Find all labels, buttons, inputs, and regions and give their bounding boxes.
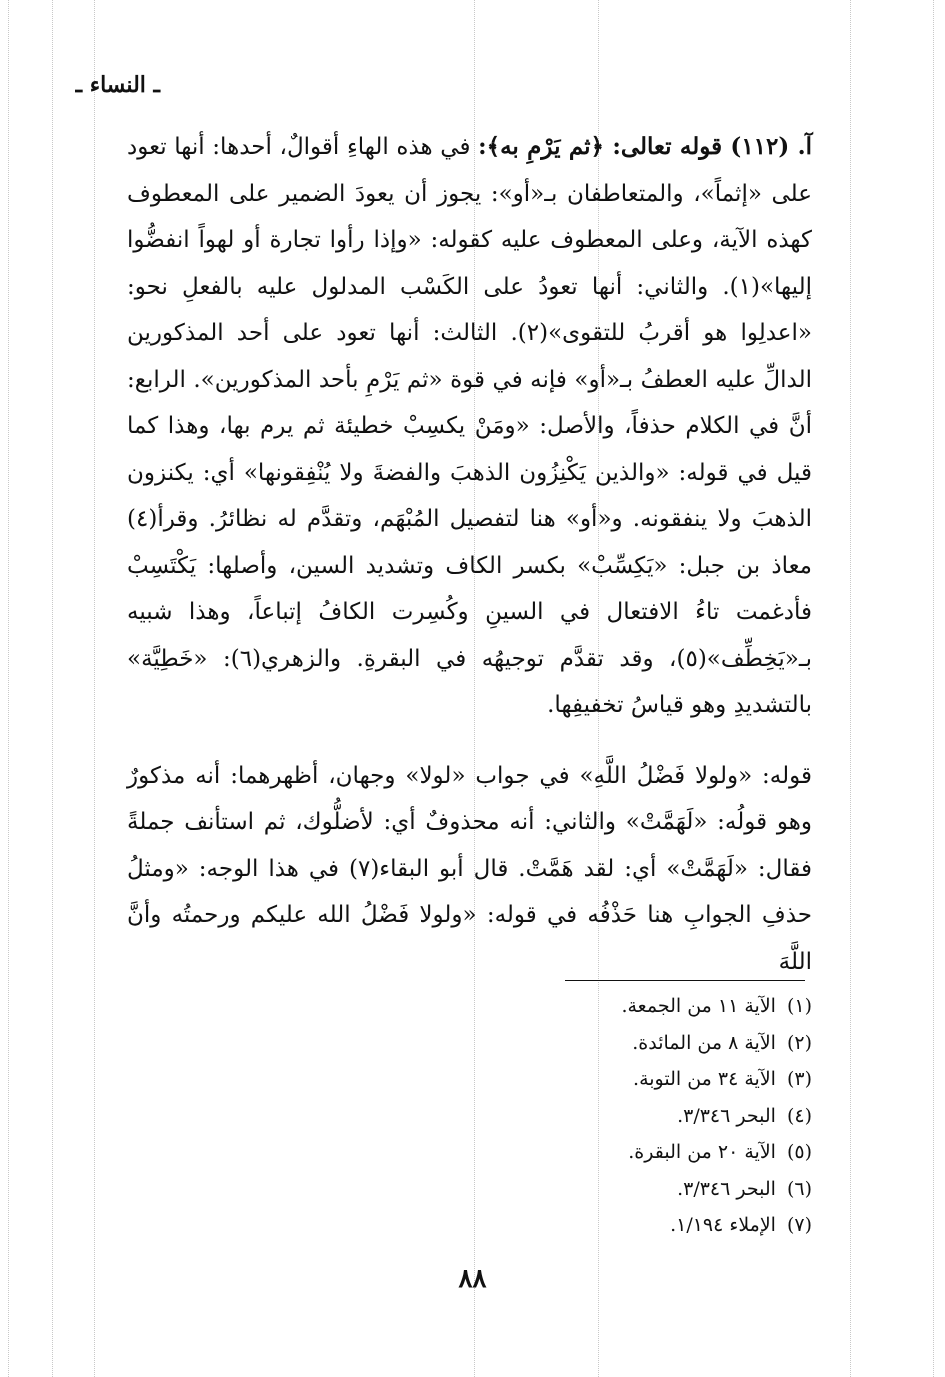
footnote-number: (٦): [786, 1177, 812, 1200]
footnote: [512, 1098, 812, 1135]
paragraph-2: [127, 753, 812, 986]
footnote-text: الإملاء ١/١٩٤.: [670, 1214, 776, 1236]
footnote: [512, 1171, 812, 1208]
footnote-number: (٥): [786, 1141, 812, 1163]
footnote-text: الآية ١١ من الجمعة.: [621, 995, 776, 1017]
footnote: [512, 1134, 812, 1171]
footnote-number: (٤): [786, 1104, 812, 1127]
footnote-text: الآية ٨ من المائدة.: [632, 1031, 776, 1054]
footnote-number: (٢): [786, 1031, 812, 1054]
footnote-text: الآية ٢٠ من البقرة.: [628, 1141, 776, 1163]
footnote: [512, 1207, 812, 1244]
footnote-number: (٣): [786, 1068, 812, 1090]
page-number: ٨٨: [458, 1264, 487, 1294]
footnote-text: البحر ٣/٣٤٦.: [677, 1104, 776, 1127]
footnote: [512, 1025, 812, 1062]
footnote: [512, 988, 812, 1025]
footnote: [512, 1061, 812, 1098]
main-text: [127, 124, 812, 985]
footnotes: [512, 988, 812, 1244]
paragraph-1-text: في هذه الهاءِ أقوالٌ، أحدها: أنها تعود على «إثماً»، والمتعاطفان بـ«أو»: يجوز أن يعودَ الضمير على المعطوف كهذه الآية، وعلى المعطوف عليه كقوله: «وإذا رأوا تجارة أو لهواً انفضُّوا إليها»(١). والثاني: أنها تعودُ على الكَسْب المدلول عليه بالفعلِ نحو: «اعدلِوا هو أقربُ للتقوى»(٢). الثالث: أنها تعود على أحد المذكورين الدالِّ عليه العطفُ بـ«أو» فإنه في قوة «ثم يَرْمِ بأحد المذكورين». الرابع: أنَّ في الكلام حذفاً، والأصل: «ومَنْ يكسِبْ خطيئة ثم يرم بها، وهذا كما قيل في قوله: «والذين يَكْنِزُون الذهبَ والفضةَ ولا يُنْفِقونها» أي: يكنزون الذهبَ ولا ينفقونه. و«أو» هنا لتفصيل المُبْهَم، وتقدَّم له نظائرُ. وقرأ(٤) معاذ بن جبل: «يَكِسِّبْ» بكسر الكاف وتشديد السين، وأصلها: يَكْتَسِبْ فأدغمت تاءُ الافتعال في السينِ وكُسِرت الكافُ إتباعاً، وهذا شبيه بـ«يَخِطِّف»(٥)، وقد تقدَّم توجيهُه في البقرةِ. والزهري(٦): «خَطِيَّة» بالتشديدِ وهو قياسُ تخفيفِها.: [127, 134, 812, 718]
running-header: ـ النساء ـ: [75, 72, 160, 98]
paragraph-1: [127, 124, 812, 729]
footnote-number: (٧): [786, 1214, 812, 1236]
paragraph-2-text: قوله: «ولولا فَضْلُ اللَّهِ» في جواب «لولا» وجهان، أظهرهما: أنه مذكورٌ وهو قولُه: «لَهَمَّتْ» والثاني: أنه محذوفٌ أي: لأضلُّوك، ثم استأنف جملةً فقال: «لَهَمَّتْ» أي: لقد هَمَّتْ. قال أبو البقاء(٧) في هذا الوجه: «ومثلُ حذفِ الجوابِ هنا حَذْفُه في قوله: «ولولا فَضْلُ الله عليكم ورحمتُه وأنَّ اللَّهَ: [127, 762, 812, 975]
footnote-separator: [565, 980, 805, 981]
verse-lead: آ. (١١٢) قوله تعالى: ﴿ثم يَرْمِ به﴾:: [478, 133, 812, 160]
footnote-text: البحر ٣/٣٤٦.: [677, 1177, 776, 1200]
footnote-number: (١): [786, 995, 812, 1017]
footnote-text: الآية ٣٤ من التوبة.: [633, 1068, 776, 1090]
